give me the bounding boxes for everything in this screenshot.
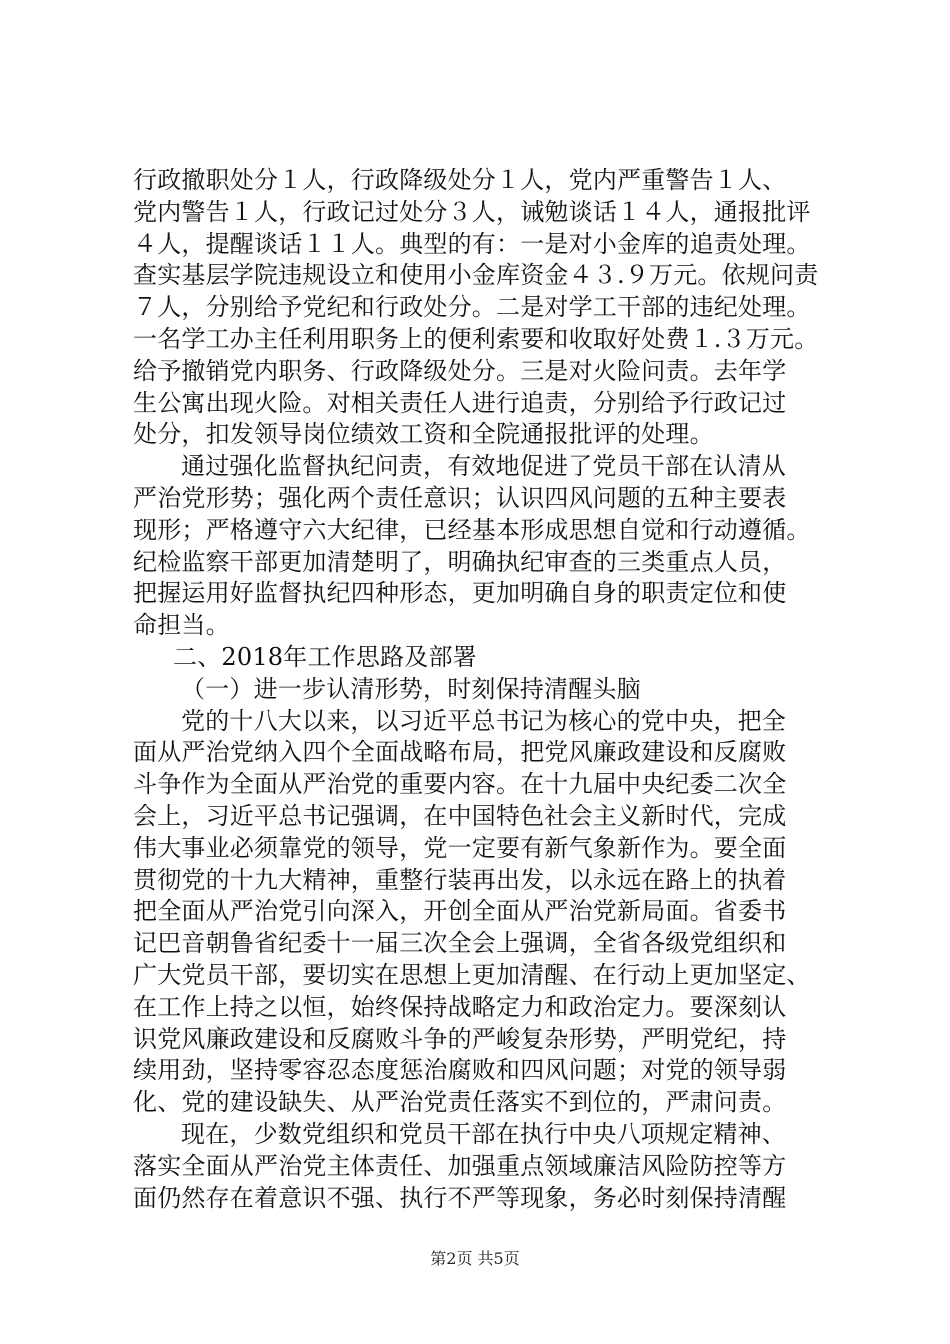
paragraph-start: 党的十八大以来，以习近平总书记为核心的党中央，把全	[181, 706, 786, 735]
text-line: 行政撤职处分１人，行政降级处分１人，党内严重警告１人、	[133, 166, 787, 194]
text-line: 面从严治党纳入四个全面战略布局，把党风廉政建设和反腐败	[133, 738, 787, 767]
text-line: 严治党形势；强化两个责任意识；认识四风问题的五种主要表	[133, 483, 787, 512]
text-line: 纪检监察干部更加清楚明了，明确执纪审查的三类重点人员，	[133, 547, 787, 576]
text-line: 贯彻党的十九大精神，重整行装再出发，以永远在路上的执着	[133, 865, 787, 894]
paragraph-start: 通过强化监督执纪问责，有效地促进了党员干部在认清从	[181, 452, 786, 481]
section-heading: 二、2018年工作思路及部署	[173, 642, 477, 671]
body-text	[133, 165, 838, 1214]
text-line: 现形；严格遵守六大纪律，已经基本形成思想自觉和行动遵循。	[133, 515, 811, 544]
text-line: 伟大事业必须靠党的领导，党一定要有新气象新作为。要全面	[133, 833, 787, 862]
text-line: 斗争作为全面从严治党的重要内容。在十九届中央纪委二次全	[133, 770, 787, 799]
text-line: 广大党员干部，要切实在思想上更加清醒、在行动上更加坚定、	[133, 960, 811, 989]
subsection-heading: （一）进一步认清形势，时刻保持清醒头脑	[181, 674, 641, 703]
page-number-footer: 第2页 共5页	[430, 1249, 520, 1268]
text-line: 识党风廉政建设和反腐败斗争的严峻复杂形势，严明党纪，持	[133, 1024, 787, 1053]
text-line: 一名学工办主任利用职务上的便利索要和收取好处费１.３万元。	[133, 324, 819, 353]
text-line: 查实基层学院违规设立和使用小金库资金４３.９万元。依规问责	[133, 261, 819, 290]
text-line: 在工作上持之以恒，始终保持战略定力和政治定力。要深刻认	[133, 992, 787, 1021]
text-line: 党内警告１人，行政记过处分３人，诫勉谈话１４人，通报批评	[133, 197, 811, 226]
text-line: 把全面从严治党引向深入，开创全面从严治党新局面。省委书	[133, 897, 787, 926]
text-line: 把握运用好监督执纪四种形态，更加明确自身的职责定位和使	[133, 579, 787, 608]
text-line: 落实全面从严治党主体责任、加强重点领域廉洁风险防控等方	[133, 1151, 787, 1180]
text-line: 命担当。	[133, 611, 230, 640]
paragraph-start: 现在，少数党组织和党员干部在执行中央八项规定精神、	[181, 1119, 786, 1148]
text-line: 会上，习近平总书记强调，在中国特色社会主义新时代，完成	[133, 801, 787, 830]
text-line: ４人，提醒谈话１１人。典型的有：一是对小金库的追责处理。	[133, 229, 811, 258]
text-line: 面仍然存在着意识不强、执行不严等现象，务必时刻保持清醒	[133, 1183, 787, 1212]
text-line: 处分，扣发领导岗位绩效工资和全院通报批评的处理。	[133, 420, 714, 449]
text-line: 记巴音朝鲁省纪委十一届三次全会上强调，全省各级党组织和	[133, 929, 787, 958]
text-line: 给予撤销党内职务、行政降级处分。三是对火险问责。去年学	[133, 356, 787, 385]
text-line: ７人，分别给予党纪和行政处分。二是对学工干部的违纪处理。	[133, 293, 811, 322]
text-line: 续用劲，坚持零容忍态度惩治腐败和四风问题；对党的领导弱	[133, 1056, 787, 1085]
text-line: 化、党的建设缺失、从严治党责任落实不到位的，严肃问责。	[133, 1088, 787, 1117]
text-line: 生公寓出现火险。对相关责任人进行追责，分别给予行政记过	[133, 388, 787, 417]
